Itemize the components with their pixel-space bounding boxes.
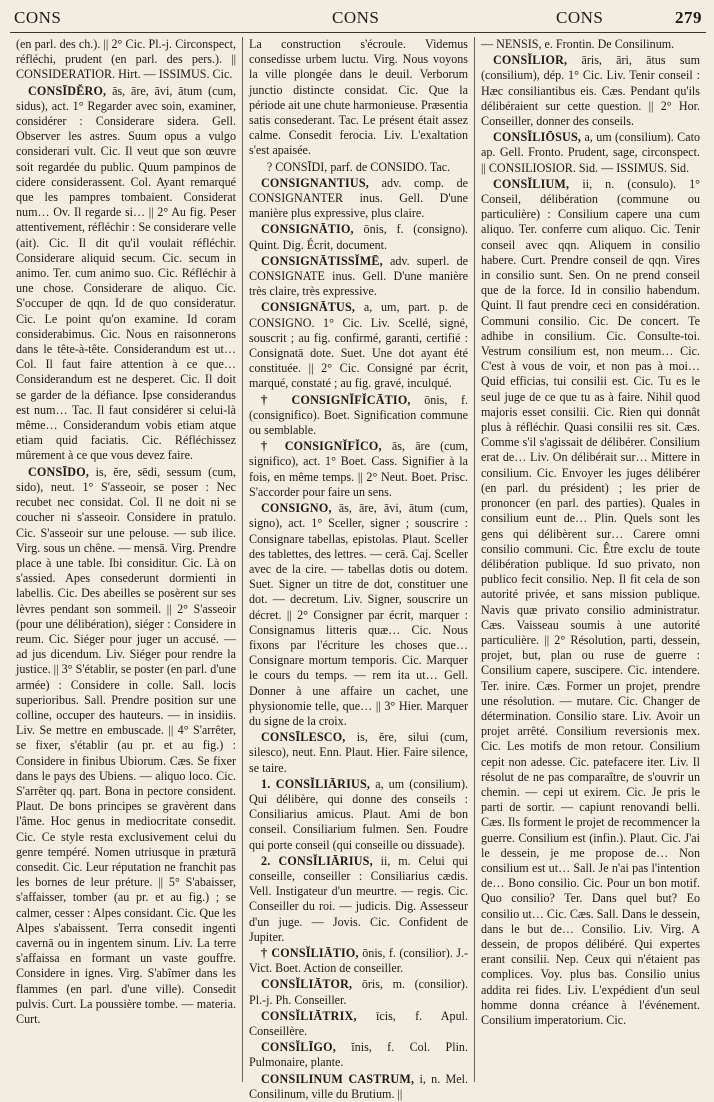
entry-text: a, um (consilium). Cato ap. Gell. Fronto. Prudent, sage, circonspect. || CONSILIOSIOR. Sid. — ISSIMUS. Sid.	[481, 130, 700, 175]
entry-headword: CONSIGNĀTUS,	[261, 300, 356, 315]
entry-headword: † CONSĬLIĀTIO,	[261, 945, 359, 960]
entry-headword: CONSĪLESCO,	[261, 730, 346, 745]
dictionary-entry	[249, 37, 468, 159]
entry-text: ās, āre, āvi, ātum (cum, signo), act. 1° Sceller, signer ; souscrire : Consignare tabellas, epistolas. Plaut. Sceller des tablettes, des lettres. — cerā. Caj. Sceller avec de la cire. — tabellas dotis ou dotem. Suet. Signer un titre de dot, constituer une dot. — decretum. Liv. Signer, souscrire un décret. || 2° Consigner par écrit, marquer : Consignamus litteris quæ… Cic. Nous fixons par l'écriture les choses que… Consignare mortum temporis. Cic. Marquer le cours du temps. — rem ita ut… Gell. Donner à une affaire un cachet, une physionomie telle, que… || 3° Hier. Marquer du signe de la croix.	[249, 501, 468, 728]
dictionary-entry	[16, 465, 236, 1028]
page-header	[10, 6, 706, 33]
entry-headword: CONSIGNĀTIO,	[261, 222, 354, 237]
entry-headword: CONSĪDĔRO,	[28, 83, 107, 98]
entry-text: i, n. Mel. Consilinum, ville du Brutium. ||	[249, 1071, 469, 1101]
entry-text: ōris, m. (consilior). Pl.-j. Ph. Conseiller.	[249, 977, 468, 1007]
page-number: 279	[675, 8, 702, 27]
dictionary-entry	[249, 160, 468, 175]
dictionary-entry	[249, 1040, 468, 1070]
entry-text: ii, m. Celui qui conseille, conseiller : Consiliarius cædis. Vell. Instigateur d'un meurtre. — regis. Cic. Conseiller du roi. — judicis. Dig. Assesseur d'un juge. — Jovis. Cic. Confident de Jupiter.	[249, 853, 468, 944]
entry-headword: † CONSIGNĬFĬCO,	[261, 439, 382, 454]
dictionary-entry	[16, 37, 236, 83]
entry-text: is, ĕre, sēdi, sessum (cum, sido), neut. 1° S'asseoir, se poser : Nec recubet nec considat. Col. Il ne doit ni se coucher ni s'asseoir. Considere in pratulo. Cic. S'asseoir sur une pelouse. — sub ilice. Virg. sous un chêne. — mensā. Virg. Prendre place à une table. Ibi considitur. Cic. Là on s'assied. Apes consederunt dormienti in labellis. Cic. Des abeilles se posèrent sur ses lèvres pendant son sommeil. || 2° S'asseoir (pour une délibération), siéger : Considere in reum. Cic. Siéger pour juger un accusé. — ad jus dicendum. Liv. Siéger pour rendre la justice. || 3° S'établir, se poster (en parl. d'une armée) : Considere in colle. Sall. locis superioribus. Sall. Prendre position sur une colline, occuper des hauteurs. — in insidiis. Liv. Se mettre en embuscade. || 4° S'arrêter, se fixer, s'établir (au pr. et au fig.) : Considere in finibus Ubiorum. Cæs. Se fixer dans le pays des Ubiens. — aliquo loco. Cic. S'arrêter qq. part. Bona in pectore consident. Plaut. De bons principes se gravèrent dans l'âme. Hoc genus in mediocritate consedit. Cic. Ce style resta exclusivement celui du genre tempéré. Nomen utriusque in præturā consedit. Cic. Leur réputation ne franchit pas les bornes de leur préture. || 5° S'abaisser, s'affaisser, tomber (au pr. et au fig.) ; se calmer, cesser : Alpes considant. Cic. Que les Alpes s'abaissent. Terra consedit ingenti cavernā ou in ingentem sinum. Liv. La terre s'affaissa en formant un vaste gouffre. Considere in ignes. Virg. S'abîmer dans les flammes (en parl. d'une ville). Consedit pulvis. Curt. La poussière tombe. — materia. Curt.	[16, 464, 236, 1026]
entry-text: ās, āre, āvi, ātum (cum, sidus), act. 1° Regarder avec soin, examiner, considérer : Considerare sidera. Gell. Observer les astres. Suum opus a vulgo considerari vult. Cic. Il veut que son œuvre soit regardée du public. Quum pampinos de cidere considerassent. Col. Ayant remarqué que les pampres tombaient. Considerat num… Ov. Il regarde si… || 2° Au fig. Peser attentivement, réfléchir : Se considerare velle (ait). Cic. Il dit qu'il voulait réfléchir. Considerare aliquid secum. Cic. secum in animo. Ter. cum animo suo. Cic. Réfléchir à une chose. Considerare de aliquo. Cic. S'occuper de qqn. Id de quo consideratur. Cic. Le point qu'on examine. Id coram considerabimus. Cic. Nous en raisonnerons dans le tête-à-tête. Considerandum est ut… Col. Il faut faire attention à ce que… Considerandum est ne desperet. Cic. Il doit se garder de la défiance. Ipse considerandus est num… Tac. Il faut considérer si celui-là même… Considerandum vobis etiam atque etiam quid faciatis. Cic. Réfléchissez mûrement à ce que vous devez faire.	[16, 83, 236, 463]
entry-text: La construction s'écroule. Videmus consedisse urbem luctu. Virg. Nous voyons la ville plongée dans le deuil. Verborum junctio distincte considat. Cic. Que la période ait une chute harmonieuse. Præsentia satis consederant. Tac. Le présent était assez calme. Consedit ferocia. Liv. L'exaltation s'est apaisée.	[249, 37, 468, 158]
dictionary-entry	[481, 53, 700, 129]
column-left	[10, 37, 242, 1082]
dictionary-entry	[16, 84, 236, 464]
text-columns	[10, 37, 706, 1101]
entry-headword: CONSĬLIUM,	[493, 176, 570, 191]
dictionary-entry	[249, 176, 468, 222]
entry-headword: CONSIGNANTIUS,	[261, 175, 369, 190]
dictionary-entry	[249, 222, 468, 252]
entry-text: is, ĕre, silui (cum, silesco), neut. Enn. Plaut. Hier. Faire silence, se taire.	[249, 730, 468, 775]
entry-headword: CONSĪDO,	[28, 464, 90, 479]
entry-text: ōnis, f. (consigno). Quint. Dig. Écrit, document.	[249, 222, 468, 252]
entry-headword: † CONSIGNĬFĬCĀTIO,	[261, 392, 411, 407]
entry-text: āris, āri, ātus sum (consilium), dép. 1° Cic. Liv. Tenir conseil : Hæc consiliantibus eis. Cæs. Pendant qu'ils délibéraient sur cette question. || 2° Hor. Conseiller, donner des conseils.	[481, 53, 700, 129]
dictionary-entry	[249, 300, 468, 391]
entry-text: īcis, f. Apul. Conseillère.	[249, 1008, 468, 1038]
entry-text: ōnis, f. (consignifico). Boet. Signification commune ou semblable.	[249, 392, 468, 438]
entry-text: adv. superl. de CONSIGNATE inus. Gell. D'une manière très claire, très expressive.	[249, 253, 468, 299]
running-head-center: CONS	[332, 8, 380, 27]
dictionary-entry	[249, 977, 468, 1007]
dictionary-entry	[249, 1009, 468, 1039]
entry-text: — NENSIS, e. Frontin. De Consilinum.	[481, 37, 675, 51]
dictionary-entry	[249, 946, 468, 976]
running-head-right: CONS	[556, 8, 604, 27]
column-right	[474, 37, 706, 1082]
dictionary-entry	[249, 501, 468, 729]
entry-text: a, um, part. p. de CONSIGNO. 1° Cic. Liv. Scellé, signé, souscrit ; au fig. confirmé, garanti, certifié : Consignatā dote. Suet. Une dot ayant été constituée. || 2° Cic. Consigné par écrit, marqué, constaté ; au fig. gravé, inculqué.	[249, 300, 468, 391]
running-head-left: CONS	[14, 8, 62, 27]
dictionary-entry	[249, 854, 468, 945]
entry-headword: CONSILINUM CASTRUM,	[261, 1071, 415, 1086]
entry-text: adv. comp. de CONSIGNANTER inus. Gell. D'une manière plus expressive, plus claire.	[249, 175, 468, 221]
dictionary-entry	[249, 254, 468, 300]
entry-headword: CONSIGNĀTISSĬMĒ,	[261, 253, 383, 268]
entry-headword: CONSĬLĪGO,	[261, 1040, 336, 1055]
entry-text: (en parl. des ch.). || 2° Cic. Pl.-j. Circonspect, réfléchi, prudent (en parl. des pers.). || CONSIDERATIOR. Hirt. — ISSIMUS. Cic.	[16, 37, 236, 82]
entry-headword: CONSĬLIOR,	[493, 53, 568, 68]
entry-text: ĭnis, f. Col. Plin. Pulmonaire, plante.	[249, 1040, 468, 1070]
entry-headword: CONSĬLIĀTOR,	[261, 977, 353, 992]
dictionary-entry	[249, 1072, 468, 1102]
entry-text: ii, n. (consulo). 1° Conseil, délibération (commune ou particulière) : Consilium capere una cum aliquo. Ter. conferre cum aliquo. Cic. Tenir conseil avec qqn. Aliquem in consilio habere. Curt. Prendre conseil de qqn. Vires in consilio sunt. Sen. On ne prend conseil que de la force. Id in consilio habendum. Quint. Il faut prendre ceci en considération. Communi consilio. Cic. De concert. Te adhibe in consilium. Cic. Consulte-toi. Vestrum consilium est, non meum… Cic. C'est à vous de voir, et non pas à moi… Quid efficias, tui consilii est. Cic. Tu es le seul juge de ce que tu as à faire. Nihil quod majoris esset consilii. Cic. Rien qui donnât plus à réfléchir. Quasi consilii res sit. Cæs. Comme s'il s'agissait de délibérer. Consilium erat de… Liv. On délibérait sur… Mittere in consilium. Cic. Envoyer les juges délibérer (en parl. du président) ; les prier de prononcer (en parl. des parties). Quales in consilium eunt de… Plin. Quels sont les gens qui délibèrent sur… Carere omni consilio communi. Cic. Être exclu de toute délibération publique. Id suo privato, non publico fecit consilio. Nep. Il fit cela de son autorité privée, et sans mission publique. Navis quæ privato consilio administratur. Cæs. Vaisseau soumis à une autorité particulière. || 2° Résolution, parti, dessein, projet, but, plan ou ruse de guerre : Consilium capere, suscipere. Cic. intendere. Ter. inire. Cæs. Former un projet, prendre une résolution. — mutare. Cic. Changer de détermination. Consilio stare. Liv. Avoir un projet arrêté. Consilium reversionis mex. Cic. Les motifs de mon retour. Consilium cepit non adesse. Cic. patefacere iter. Liv. Il résolut de ne pas comparaître, de s'ouvrir un chemin. — cepi ut exirem. Cic. Je pris le parti de sortir. — capiunt renovandi belli. Cæs. Ils forment le projet de recommencer la guerre. Consilium est (infin.). Plaut. Cic. J'ai le dessein, je me propose de… Non consilium est ut… Sall. Je n'ai pas l'intention de… Bono consilio. Cic. Pour un bon motif. Quo consilio? Ter. Dans quel but? Eo consilio ut… Cic. Cæs. Sall. Dans le dessein, dans le but de… Consilio. Liv. Virg. A dessein, de propos délibéré. Qui expertes erant consilii. Nep. Ceux qui n'étaient pas complices. Voy. plus bas. Consilio unius addita rei fides. Liv. L'expédient d'un seul homme donna créance à l'événement. Consilium imperatorium. Cic.	[481, 176, 700, 1027]
entry-text: ? CONSĪDI, parf. de CONSIDO. Tac.	[266, 159, 451, 174]
entry-text: a, um (consilium). Qui délibère, qui donne des conseils : Consiliarius amicus. Plaut. Ami de bon conseil. Consiliarium fulmen. Sen. Foudre qui porte conseil (qui conseille ou dissuade).	[249, 776, 469, 852]
entry-headword: CONSIGNO,	[261, 501, 332, 516]
dictionary-entry	[481, 130, 700, 176]
entry-headword: CONSĬLIŌSUS,	[493, 130, 582, 145]
dictionary-entry	[481, 177, 700, 1028]
entry-headword: 2. CONSĬLIĀRIUS,	[261, 853, 373, 868]
entry-headword: 1. CONSĬLIĀRIUS,	[261, 776, 371, 791]
entry-text: ōnis, f. (consilior). J.-Vict. Boet. Action de conseiller.	[249, 945, 468, 976]
column-middle	[242, 37, 474, 1101]
entry-text: ās, āre (cum, significo), act. 1° Boet. Cass. Signifier à la fois, en même temps. || 2° Neut. Boet. Prisc. S'accorder pour faire un sens.	[249, 439, 468, 499]
dictionary-entry	[481, 37, 700, 52]
dictionary-entry	[249, 730, 468, 776]
dictionary-entry	[249, 777, 468, 853]
dictionary-entry	[249, 393, 468, 439]
dictionary-entry	[249, 439, 468, 500]
entry-headword: CONSĬLIĀTRIX,	[261, 1008, 357, 1023]
